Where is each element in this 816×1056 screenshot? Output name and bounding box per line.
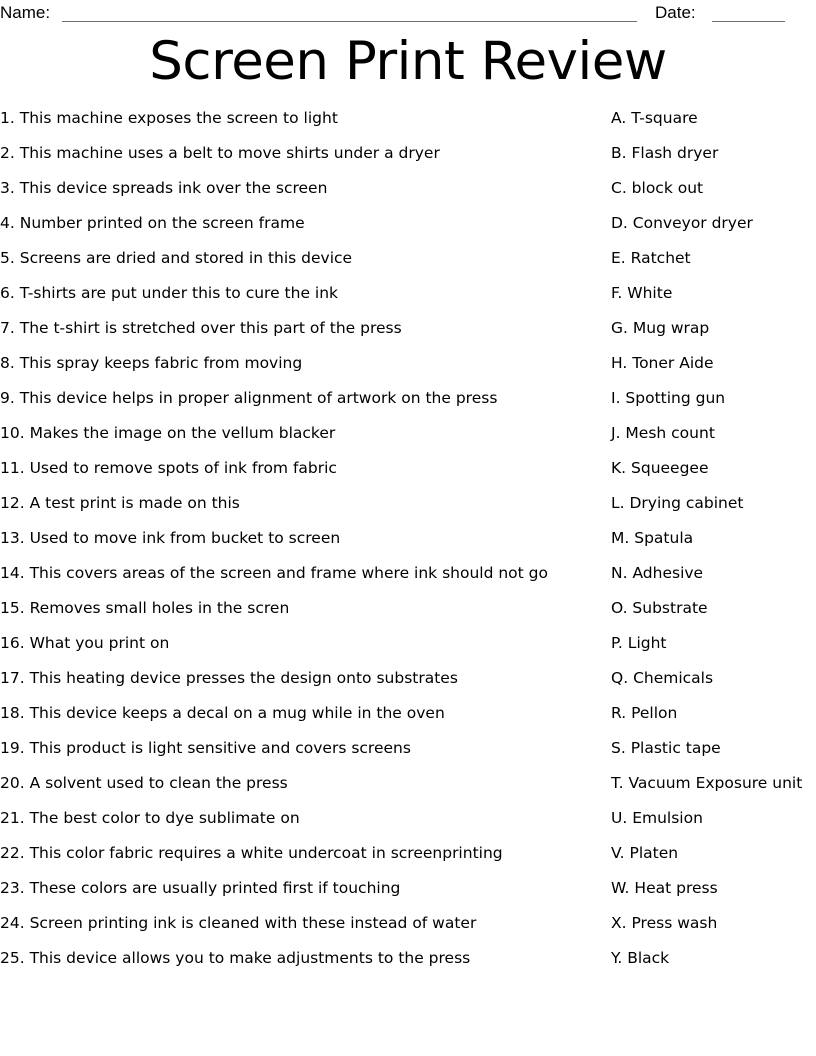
answer-option[interactable] xyxy=(611,145,816,180)
answer-option[interactable] xyxy=(611,705,816,740)
answer-option-text: T-square xyxy=(626,109,698,127)
question-item[interactable] xyxy=(0,600,600,635)
answer-letter: T. xyxy=(611,774,624,792)
question-number: 25. xyxy=(0,949,25,967)
answer-letter: B. xyxy=(611,144,627,162)
answer-option[interactable] xyxy=(611,460,816,495)
question-number: 15. xyxy=(0,599,25,617)
question-item[interactable] xyxy=(0,145,600,180)
answer-letter: A. xyxy=(611,109,627,127)
question-number: 16. xyxy=(0,634,25,652)
question-item[interactable] xyxy=(0,915,600,950)
question-item[interactable] xyxy=(0,460,600,495)
question-item-text: This machine exposes the screen to light xyxy=(14,109,338,127)
answer-option[interactable] xyxy=(611,915,816,950)
answer-option-text: Ratchet xyxy=(625,249,691,267)
question-item-text: This heating device presses the design onto substrates xyxy=(24,669,458,687)
answer-letter: J. xyxy=(611,424,621,442)
question-number: 8. xyxy=(0,354,15,372)
question-item-text: A solvent used to clean the press xyxy=(24,774,288,792)
answer-option[interactable] xyxy=(611,810,816,845)
answer-letter: N. xyxy=(611,564,628,582)
question-item[interactable] xyxy=(0,705,600,740)
answer-option[interactable] xyxy=(611,565,816,600)
answer-letter: C. xyxy=(611,179,627,197)
question-item-text: This device helps in proper alignment of artwork on the press xyxy=(14,389,498,407)
answer-letter: P. xyxy=(611,634,623,652)
question-item[interactable] xyxy=(0,285,600,320)
answer-option-text: Flash dryer xyxy=(626,144,719,162)
question-item[interactable] xyxy=(0,250,600,285)
answer-option-text: Spatula xyxy=(629,529,694,547)
question-item[interactable] xyxy=(0,880,600,915)
answer-option[interactable] xyxy=(611,635,816,670)
question-item-text: These colors are usually printed first if touching xyxy=(24,879,401,897)
answer-option[interactable] xyxy=(611,600,816,635)
question-item-text: What you print on xyxy=(24,634,170,652)
question-number: 21. xyxy=(0,809,25,827)
answer-option-text: Emulsion xyxy=(627,809,703,827)
question-item[interactable] xyxy=(0,215,600,250)
date-write-in-line[interactable] xyxy=(712,21,785,22)
answer-option-text: Mug wrap xyxy=(627,319,710,337)
answer-option-text: Chemicals xyxy=(628,669,714,687)
answer-letter: O. xyxy=(611,599,628,617)
question-item[interactable] xyxy=(0,320,600,355)
page-title: Screen Print Review xyxy=(149,31,667,92)
answer-letter: H. xyxy=(611,354,628,372)
answer-option[interactable] xyxy=(611,250,816,285)
answer-letter: F. xyxy=(611,284,623,302)
question-item-text: Makes the image on the vellum blacker xyxy=(24,424,336,442)
answer-option[interactable] xyxy=(611,880,816,915)
question-item-text: This product is light sensitive and covers screens xyxy=(24,739,411,757)
answer-option-text: Squeegee xyxy=(626,459,709,477)
question-number: 13. xyxy=(0,529,25,547)
question-item-text: Screens are dried and stored in this device xyxy=(14,249,353,267)
question-item-text: Removes small holes in the scren xyxy=(24,599,290,617)
question-item-text: A test print is made on this xyxy=(24,494,240,512)
question-item[interactable] xyxy=(0,775,600,810)
question-item-text: This color fabric requires a white undercoat in screenprinting xyxy=(24,844,503,862)
name-write-in-line[interactable] xyxy=(62,21,637,22)
question-number: 19. xyxy=(0,739,25,757)
question-number: 3. xyxy=(0,179,15,197)
question-number: 7. xyxy=(0,319,15,337)
question-item[interactable] xyxy=(0,565,600,600)
answer-letter: S. xyxy=(611,739,626,757)
question-item-text: Number printed on the screen frame xyxy=(14,214,305,232)
question-item-text: This covers areas of the screen and frame where ink should not go xyxy=(24,564,548,582)
question-item[interactable] xyxy=(0,495,600,530)
question-item[interactable] xyxy=(0,950,600,985)
answer-option-text: Light xyxy=(622,634,667,652)
answer-letter: U. xyxy=(611,809,628,827)
answer-option-text: Toner Aide xyxy=(627,354,714,372)
question-item-text: Used to move ink from bucket to screen xyxy=(24,529,341,547)
question-number: 6. xyxy=(0,284,15,302)
question-number: 22. xyxy=(0,844,25,862)
question-number: 20. xyxy=(0,774,25,792)
question-item-text: This device spreads ink over the screen xyxy=(14,179,328,197)
answer-option[interactable] xyxy=(611,215,816,250)
answer-letter: X. xyxy=(611,914,627,932)
answer-letter: L. xyxy=(611,494,625,512)
question-number: 2. xyxy=(0,144,15,162)
answer-option[interactable] xyxy=(611,495,816,530)
question-item-text: The best color to dye sublimate on xyxy=(24,809,300,827)
answer-option-text: Substrate xyxy=(627,599,708,617)
question-number: 17. xyxy=(0,669,25,687)
answer-letter: M. xyxy=(611,529,630,547)
question-item[interactable] xyxy=(0,810,600,845)
answer-letter: D. xyxy=(611,214,628,232)
answer-option-text: White xyxy=(622,284,673,302)
name-label: Name: xyxy=(0,3,51,22)
question-number: 11. xyxy=(0,459,25,477)
question-number: 23. xyxy=(0,879,25,897)
answer-option-text: Press wash xyxy=(626,914,718,932)
question-item[interactable] xyxy=(0,180,600,215)
answer-option[interactable] xyxy=(611,845,816,880)
question-item[interactable] xyxy=(0,635,600,670)
question-number: 18. xyxy=(0,704,25,722)
answer-option[interactable] xyxy=(611,355,816,390)
question-number: 4. xyxy=(0,214,15,232)
answer-letter: W. xyxy=(611,879,630,897)
answer-option-text: Adhesive xyxy=(627,564,704,582)
answer-option-text: Black xyxy=(622,949,670,967)
question-number: 1. xyxy=(0,109,15,127)
answer-option[interactable] xyxy=(611,320,816,355)
question-number: 24. xyxy=(0,914,25,932)
questions-column xyxy=(0,110,600,985)
answer-option-text: Pellon xyxy=(626,704,678,722)
question-item[interactable] xyxy=(0,355,600,390)
question-item-text: This device allows you to make adjustments to the press xyxy=(24,949,471,967)
answer-option[interactable] xyxy=(611,285,816,320)
answer-option[interactable] xyxy=(611,775,816,810)
answer-letter: G. xyxy=(611,319,628,337)
question-item-text: This machine uses a belt to move shirts under a dryer xyxy=(14,144,440,162)
question-item-text: This device keeps a decal on a mug while in the oven xyxy=(24,704,445,722)
question-item[interactable] xyxy=(0,390,600,425)
question-item[interactable] xyxy=(0,425,600,460)
question-item[interactable] xyxy=(0,845,600,880)
answer-option-text: Drying cabinet xyxy=(624,494,744,512)
question-item-text: The t-shirt is stretched over this part of the press xyxy=(14,319,402,337)
question-number: 5. xyxy=(0,249,15,267)
answer-option-text: Spotting gun xyxy=(620,389,726,407)
answer-option-text: Mesh count xyxy=(620,424,715,442)
answer-option-text: Vacuum Exposure unit xyxy=(623,774,803,792)
date-label: Date: xyxy=(655,3,696,22)
answer-option-text: Conveyor dryer xyxy=(627,214,753,232)
question-number: 9. xyxy=(0,389,15,407)
question-item-text: T-shirts are put under this to cure the ink xyxy=(14,284,339,302)
answer-option[interactable] xyxy=(611,390,816,425)
question-item-text: Screen printing ink is cleaned with these instead of water xyxy=(24,914,477,932)
answer-option[interactable] xyxy=(611,425,816,460)
answer-option[interactable] xyxy=(611,180,816,215)
answer-option[interactable] xyxy=(611,110,816,145)
answer-option-text: Heat press xyxy=(629,879,718,897)
question-number: 12. xyxy=(0,494,25,512)
question-item[interactable] xyxy=(0,740,600,775)
answer-option[interactable] xyxy=(611,530,816,565)
question-item-text: Used to remove spots of ink from fabric xyxy=(24,459,337,477)
question-item[interactable] xyxy=(0,670,600,705)
question-number: 10. xyxy=(0,424,25,442)
answer-letter: Y. xyxy=(611,949,623,967)
answer-option[interactable] xyxy=(611,950,816,985)
answer-letter: E. xyxy=(611,249,626,267)
answer-bank-column xyxy=(611,110,816,985)
answer-letter: Q. xyxy=(611,669,629,687)
answer-option[interactable] xyxy=(611,670,816,705)
question-number: 14. xyxy=(0,564,25,582)
answer-letter: V. xyxy=(611,844,625,862)
question-item[interactable] xyxy=(0,530,600,565)
answer-option[interactable] xyxy=(611,740,816,775)
question-item[interactable] xyxy=(0,110,600,145)
answer-letter: I. xyxy=(611,389,621,407)
answer-option-text: Plastic tape xyxy=(625,739,721,757)
question-item-text: This spray keeps fabric from moving xyxy=(14,354,303,372)
worksheet-header xyxy=(0,0,816,28)
answer-option-text: Platen xyxy=(624,844,679,862)
answer-option-text: block out xyxy=(626,179,704,197)
answer-letter: R. xyxy=(611,704,627,722)
answer-letter: K. xyxy=(611,459,627,477)
